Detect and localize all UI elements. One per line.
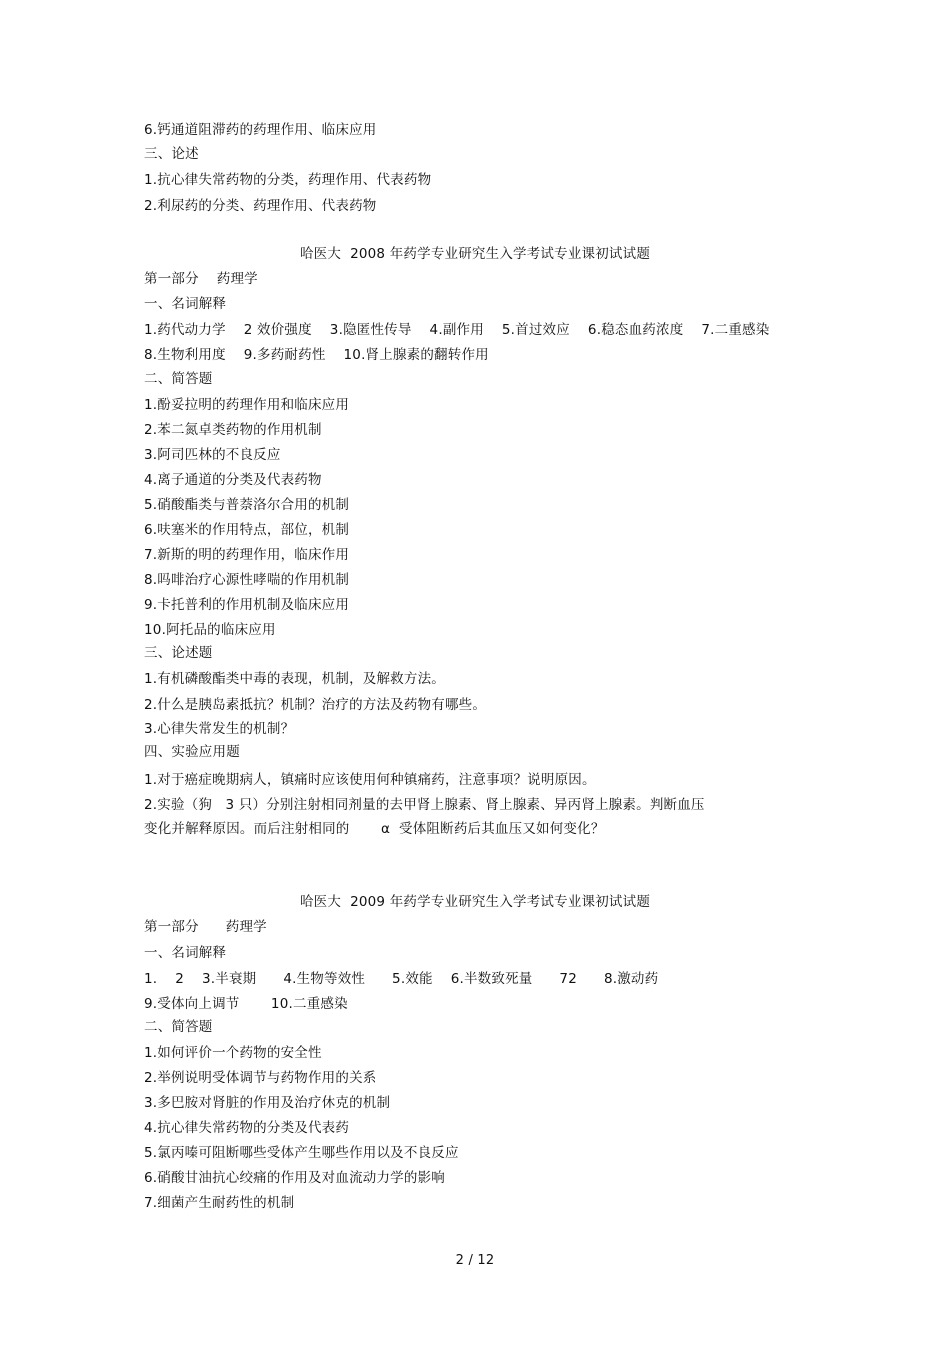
question-line: 3.多巴胺对肾脏的作用及治疗休克的机制 (144, 1095, 391, 1111)
question-line: 6.呋塞米的作用特点，部位，机制 (144, 522, 350, 538)
terms-line: 1. 2 3.半衰期 4.生物等效性 5.效能 6.半数致死量 72 8.激动药 (144, 971, 659, 987)
section-heading: 三、论述题 (144, 645, 213, 661)
section-heading: 一、名词解释 (144, 945, 227, 961)
question-line: 2.利尿药的分类、药理作用、代表药物 (144, 198, 377, 214)
page-number: 2 / 12 (455, 1253, 495, 1268)
exam-title-2009: 哈医大 2009 年药学专业研究生入学考试专业课初试试题 (299, 894, 651, 910)
question-line: 6.钙通道阻滞药的药理作用、临床应用 (144, 122, 377, 138)
question-line: 5.氯丙嗪可阻断哪些受体产生哪些作用以及不良反应 (144, 1145, 459, 1161)
question-line: 1.酚妥拉明的药理作用和临床应用 (144, 397, 350, 413)
question-line: 1.对于癌症晚期病人，镇痛时应该使用何种镇痛药，注意事项？说明原因。 (144, 772, 596, 788)
question-line: 9.卡托普利的作用机制及临床应用 (144, 597, 350, 613)
exam-title-2008: 哈医大 2008 年药学专业研究生入学考试专业课初试试题 (299, 246, 651, 262)
part-heading: 第一部分 药理学 (144, 919, 267, 935)
section-heading: 二、简答题 (144, 371, 213, 387)
question-line: 10.阿托品的临床应用 (144, 622, 276, 638)
question-line: 5.硝酸酯类与普萘洛尔合用的机制 (144, 497, 350, 513)
terms-line: 1.药代动力学 2 效价强度 3.隐匿性传导 4.副作用 5.首过效应 6.稳态血药浓度 7.二重感染 (144, 322, 770, 338)
question-line: 8.吗啡治疗心源性哮喘的作用机制 (144, 572, 350, 588)
question-line: 1.如何评价一个药物的安全性 (144, 1045, 322, 1061)
question-line: 2.举例说明受体调节与药物作用的关系 (144, 1070, 377, 1086)
question-line: 6.硝酸甘油抗心绞痛的作用及对血流动力学的影响 (144, 1170, 445, 1186)
question-line: 4.离子通道的分类及代表药物 (144, 472, 322, 488)
section-heading: 四、实验应用题 (144, 744, 240, 760)
section-heading: 一、名词解释 (144, 296, 227, 312)
question-line: 变化并解释原因。而后注射相同的 α 受体阻断药后其血压又如何变化？ (144, 821, 605, 837)
question-line: 2.苯二氮卓类药物的作用机制 (144, 422, 322, 438)
question-line: 2.什么是胰岛素抵抗？机制？治疗的方法及药物有哪些。 (144, 697, 487, 713)
part-heading: 第一部分 药理学 (144, 271, 258, 287)
section-heading: 二、简答题 (144, 1019, 213, 1035)
question-line: 3.阿司匹林的不良反应 (144, 447, 281, 463)
section-heading: 三、论述 (144, 146, 199, 162)
question-line: 1.有机磷酸酯类中毒的表现，机制，及解救方法。 (144, 671, 445, 687)
terms-line: 8.生物利用度 9.多药耐药性 10.肾上腺素的翻转作用 (144, 347, 489, 363)
question-line: 7.细菌产生耐药性的机制 (144, 1195, 295, 1211)
question-line: 1.抗心律失常药物的分类，药理作用、代表药物 (144, 172, 432, 188)
question-line: 7.新斯的明的药理作用，临床作用 (144, 547, 350, 563)
question-line: 2.实验（狗 3 只）分别注射相同剂量的去甲肾上腺素、肾上腺素、异丙肾上腺素。判断血压 (144, 797, 705, 813)
question-line: 3.心律失常发生的机制？ (144, 721, 295, 737)
question-line: 4.抗心律失常药物的分类及代表药 (144, 1120, 350, 1136)
terms-line: 9.受体向上调节 10.二重感染 (144, 996, 348, 1012)
